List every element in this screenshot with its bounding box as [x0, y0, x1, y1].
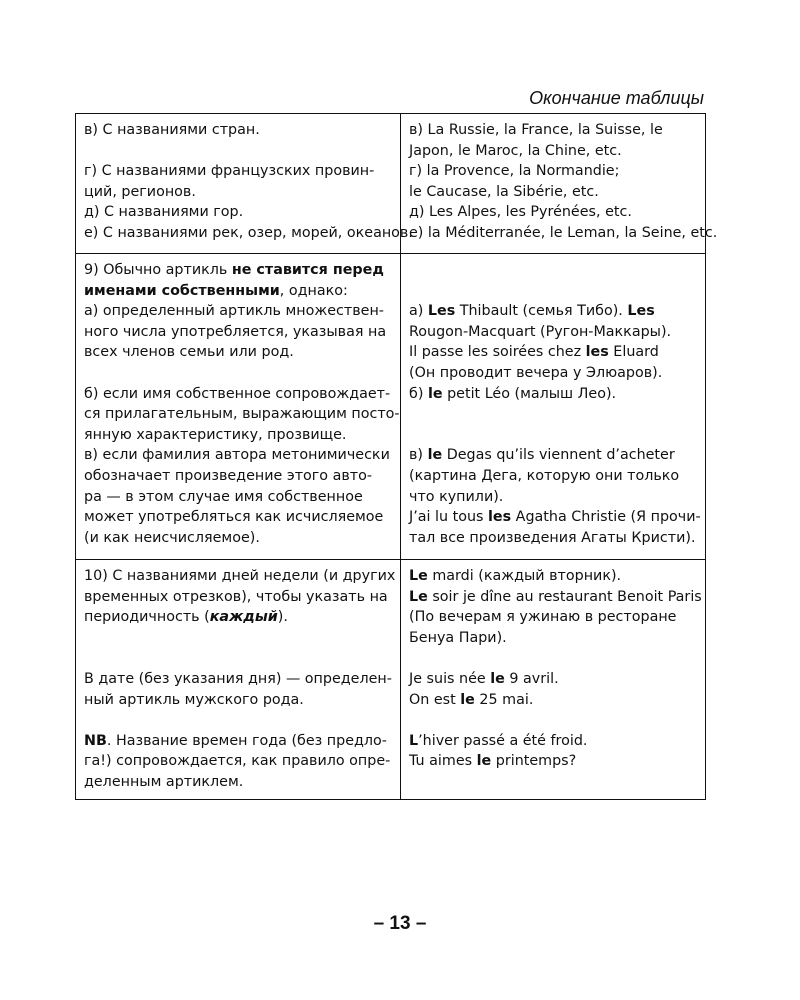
rule-line: В дате (без указания дня) — определен-	[84, 670, 392, 687]
rule-line: ного числа употребляется, указывая на	[84, 323, 387, 340]
article-emphasis: Le	[409, 568, 428, 584]
rule-line: может употребляться как исчисляемое	[84, 509, 384, 526]
example-line: тал все произведения Агаты Кристи).	[409, 529, 696, 546]
rule-text: 9) Обычно артикль	[84, 262, 232, 278]
rule-cell	[76, 254, 401, 560]
example-text: petit Léo (малыш Лео).	[442, 385, 617, 402]
rule-line: г) С названиями французских провин-	[84, 163, 375, 180]
rule-line: деленным артиклем.	[84, 773, 244, 790]
rule-emphasis: каждый	[209, 609, 278, 626]
example-line	[409, 566, 697, 587]
rule-cell	[76, 560, 401, 800]
article-emphasis: Les	[427, 303, 456, 320]
example-line: le Caucase, la Sibérie, etc.	[409, 183, 599, 200]
example-line: (картина Дега, которую они только	[409, 467, 680, 484]
example-line	[409, 384, 697, 405]
rule-line: ный артикль мужского рода.	[84, 691, 304, 708]
example-text: Je suis née	[409, 670, 491, 687]
example-line: e) la Méditerranée, le Leman, la Seine, etc.	[409, 224, 718, 241]
article-emphasis: le	[476, 753, 492, 770]
rule-cell	[76, 114, 413, 254]
rule-line: (и как неисчисляемое).	[84, 529, 260, 546]
example-line: (По вечерам я ужинаю в ресторане	[409, 609, 677, 626]
article-emphasis: Le	[409, 588, 428, 605]
article-emphasis: les	[585, 344, 609, 361]
article-emphasis: le	[460, 691, 475, 708]
example-line: г) la Provence, la Normandie;	[409, 163, 620, 180]
rule-line: в) С названиями стран.	[84, 122, 260, 138]
rule-text: . Название времен года (без предло-	[106, 732, 387, 749]
example-text: Thibault (семья Тибо).	[455, 303, 628, 320]
example-text: в)	[409, 447, 428, 464]
example-text: printemps?	[491, 753, 577, 770]
rule-text: ).	[277, 609, 288, 626]
rule-text: , однако:	[279, 282, 348, 299]
rule-emphasis: именами собственными	[84, 282, 280, 299]
rule-line: га!) сопровождается, как правило опре-	[84, 753, 391, 770]
example-line	[409, 731, 697, 752]
example-text: On est	[409, 691, 461, 708]
example-cell	[401, 114, 718, 254]
example-text: Degas qu’ils viennent d’acheter	[442, 447, 675, 464]
rule-line: д) С названиями гор.	[84, 204, 244, 221]
article-emphasis: le	[490, 670, 505, 687]
rule-line	[84, 260, 392, 281]
example-text: soir je dîne au restaurant Benoit Paris	[427, 588, 702, 605]
rule-line: в) если фамилия автора метонимически	[84, 447, 390, 464]
rule-line: ра — в этом случае имя собственное	[84, 488, 363, 505]
example-text: ’hiver passé a été froid.	[418, 732, 588, 749]
rule-emphasis: не ставится перед	[231, 262, 384, 278]
example-text: J’ai lu tous	[409, 509, 489, 526]
rule-text: периодичность (	[84, 609, 210, 626]
table-caption: Окончание таблицы	[529, 88, 704, 108]
rule-line: обозначает произведение этого авто-	[84, 467, 372, 484]
example-line	[409, 342, 697, 363]
example-line	[409, 301, 697, 322]
example-line: в) La Russie, la France, la Suisse, le	[409, 122, 663, 138]
example-text: Tu aimes	[409, 753, 477, 770]
article-emphasis: le	[427, 385, 443, 402]
example-line	[409, 751, 697, 772]
example-line: Бенуа Пари).	[409, 629, 507, 646]
rule-line: 10) С названиями дней недели (и других	[84, 568, 396, 584]
rule-line: янную характеристику, прозвище.	[84, 426, 347, 443]
example-line	[409, 445, 697, 466]
article-emphasis: les	[488, 509, 512, 526]
example-line: Rougon-Macquart (Ругон-Маккары).	[409, 323, 672, 340]
rule-line: е) С названиями рек, озер, морей, океанов.	[84, 224, 413, 241]
grammar-table	[75, 113, 718, 800]
example-line: (Он проводит вечера у Элюаров).	[409, 364, 663, 381]
example-line	[409, 669, 697, 690]
table-row	[76, 254, 706, 560]
example-line: что купили).	[409, 488, 504, 505]
example-text: 25 mai.	[474, 691, 534, 708]
table-row	[76, 114, 706, 254]
nb-label: NB	[84, 732, 107, 749]
example-line	[409, 690, 697, 711]
rule-line	[84, 281, 392, 302]
example-cell	[401, 254, 706, 560]
example-cell	[401, 560, 706, 800]
page-number: – 13 –	[373, 913, 427, 934]
article-emphasis: le	[427, 447, 443, 464]
example-text: Agatha Christie (Я прочи-	[511, 509, 701, 526]
table-row	[76, 560, 706, 800]
example-text: Il passe les soirées chez	[409, 344, 586, 361]
example-text: Eluard	[608, 344, 659, 361]
example-text: 9 avril.	[504, 670, 559, 687]
article-emphasis: L	[409, 732, 419, 749]
article-emphasis: Les	[627, 303, 655, 320]
rule-line	[84, 731, 392, 752]
example-text: б)	[409, 385, 428, 402]
rule-line: временных отрезков), чтобы указать на	[84, 588, 388, 605]
example-line	[409, 587, 702, 608]
rule-line: ся прилагательным, выражающим посто-	[84, 406, 400, 423]
example-line: Japon, le Maroc, la Chine, etc.	[409, 142, 622, 159]
example-line	[409, 507, 701, 528]
example-text: а)	[409, 303, 428, 320]
rule-line: а) определенный артикль множествен-	[84, 303, 384, 320]
rule-line: всех членов семьи или род.	[84, 344, 294, 361]
rule-line: б) если имя собственное сопровождает-	[84, 385, 391, 402]
example-line: д) Les Alpes, les Pyrénées, etc.	[409, 204, 632, 221]
example-text: mardi (каждый вторник).	[427, 568, 622, 584]
rule-line	[84, 607, 392, 628]
rule-line: ций, регионов.	[84, 183, 196, 200]
